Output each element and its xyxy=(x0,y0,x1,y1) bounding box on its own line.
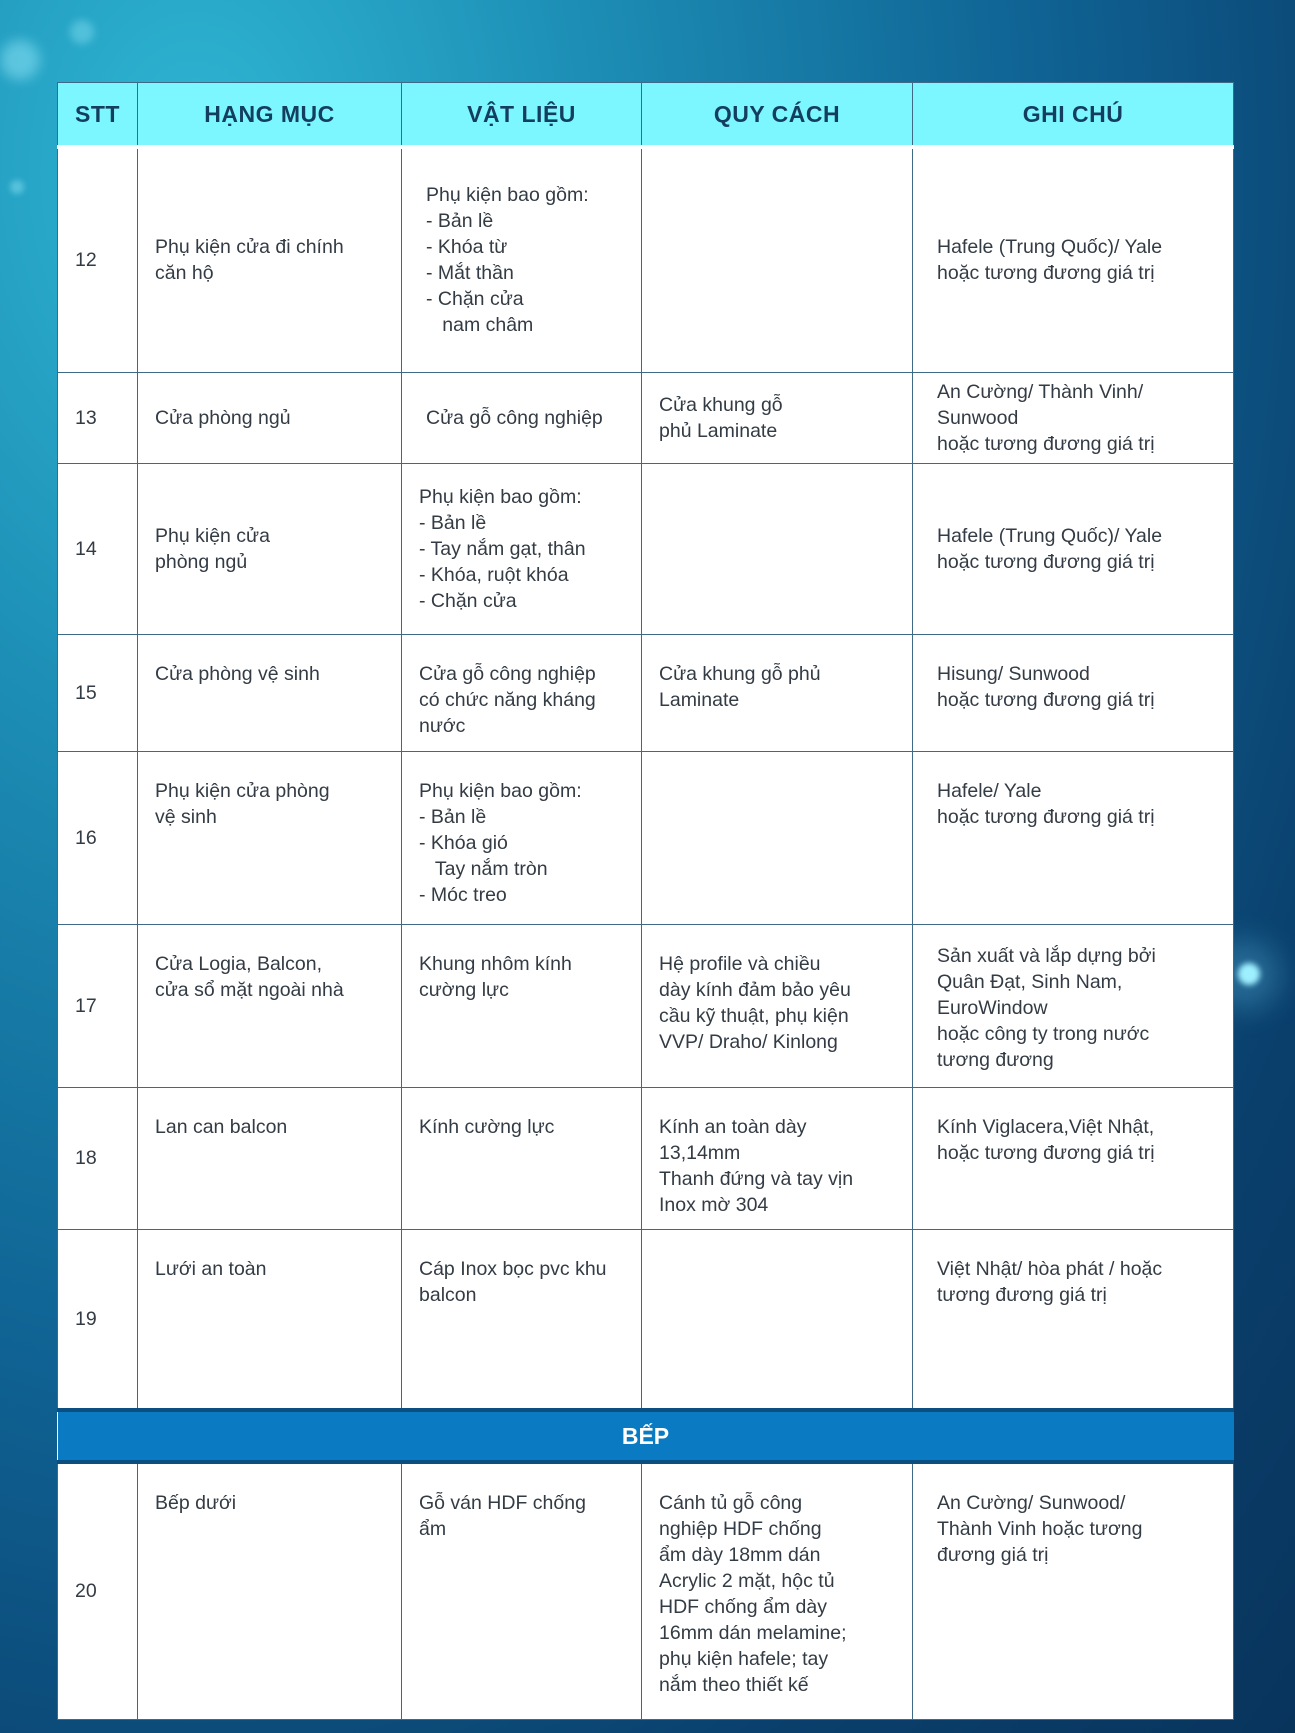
header-vat-lieu: VẬT LIỆU xyxy=(402,83,642,148)
cell-line: Cửa khung gỗ phủ xyxy=(659,662,821,685)
cell-line: Phụ kiện bao gồm: xyxy=(419,779,582,802)
table-row xyxy=(58,372,1234,463)
header-ghi-chu: GHI CHÚ xyxy=(913,83,1234,148)
cell-vat-lieu xyxy=(402,1087,642,1229)
cell-hang-muc xyxy=(138,372,402,463)
cell-line: Cửa gỗ công nghiệp xyxy=(419,662,596,685)
row-number: 12 xyxy=(58,147,138,372)
background-glow xyxy=(0,40,40,80)
cell-line: 13,14mm xyxy=(659,1141,741,1164)
cell-line: có chức năng kháng xyxy=(419,688,596,711)
table-row xyxy=(58,1462,1234,1719)
cell-ghi-chu xyxy=(913,463,1234,634)
cell-line: Acrylic 2 mặt, hộc tủ xyxy=(659,1570,835,1592)
cell-line: An Cường/ Thành Vinh/ xyxy=(937,380,1144,403)
cell-line: HDF chống ẩm dày xyxy=(659,1596,827,1618)
cell-line: VVP/ Draho/ Kinlong xyxy=(659,1030,838,1053)
cell-line: Thành Vinh hoặc tương xyxy=(937,1518,1143,1540)
cell-line: Laminate xyxy=(659,688,740,711)
background-glow xyxy=(10,180,24,194)
cell-line: Sản xuất và lắp dựng bởi xyxy=(937,944,1156,967)
cell-line: Gỗ ván HDF chống xyxy=(419,1492,586,1514)
cell-ghi-chu xyxy=(913,751,1234,924)
section-row-bep xyxy=(58,1410,1234,1462)
cell-line: - Khóa từ xyxy=(426,236,508,259)
cell-ghi-chu xyxy=(913,1087,1234,1229)
cell-line: hoặc tương đương giá trị xyxy=(937,432,1155,455)
cell-quy-cach xyxy=(642,1462,913,1719)
cell-line: Phụ kiện bao gồm: xyxy=(426,184,589,207)
cell-vat-lieu xyxy=(402,1462,642,1719)
cell-line: EuroWindow xyxy=(937,996,1048,1019)
row-number: 16 xyxy=(58,751,138,924)
cell-ghi-chu xyxy=(913,372,1234,463)
cell-ghi-chu xyxy=(913,924,1234,1087)
table-header-row xyxy=(58,83,1234,148)
cell-line: cường lực xyxy=(419,978,509,1001)
background-glow xyxy=(1238,963,1260,985)
cell-quy-cach xyxy=(642,372,913,463)
header-stt: STT xyxy=(58,83,138,148)
table-row xyxy=(58,924,1234,1087)
row-number: 19 xyxy=(58,1229,138,1410)
cell-line: phụ kiện hafele; tay xyxy=(659,1648,829,1670)
cell-line: hoặc tương đương giá trị xyxy=(937,1141,1155,1164)
cell-quy-cach xyxy=(642,463,913,634)
cell-hang-muc xyxy=(138,751,402,924)
cell-line: - Mắt thần xyxy=(426,262,514,285)
cell-quy-cach xyxy=(642,634,913,751)
cell-line: hoặc tương đương giá trị xyxy=(937,550,1155,573)
cell-line: Cửa Logia, Balcon, xyxy=(155,952,322,975)
cell-line: Sunwood xyxy=(937,406,1019,429)
cell-line: - Chặn cửa xyxy=(426,288,524,311)
cell-line: đương giá trị xyxy=(937,1544,1049,1566)
cell-line: Hafele/ Yale xyxy=(937,779,1042,802)
cell-line: Kính cường lực xyxy=(419,1115,555,1138)
row-number: 17 xyxy=(58,924,138,1087)
cell-vat-lieu xyxy=(402,1229,642,1410)
header-hang-muc: HẠNG MỤC xyxy=(138,83,402,148)
cell-line: vệ sinh xyxy=(155,805,217,828)
cell-line: - Tay nắm gạt, thân xyxy=(419,537,586,560)
cell-line: nắm theo thiết kế xyxy=(659,1674,809,1696)
cell-line: Cáp Inox bọc pvc khu xyxy=(419,1257,607,1280)
row-number: 15 xyxy=(58,634,138,751)
cell-vat-lieu xyxy=(402,924,642,1087)
cell-line: ẩm xyxy=(419,1518,447,1540)
section-title: BẾP xyxy=(58,1410,1234,1462)
cell-line: An Cường/ Sunwood/ xyxy=(937,1492,1126,1514)
row-number: 13 xyxy=(58,372,138,463)
cell-vat-lieu xyxy=(402,634,642,751)
table-row xyxy=(58,1087,1234,1229)
cell-line: Thanh đứng và tay vịn xyxy=(659,1167,854,1190)
cell-line: căn hộ xyxy=(155,262,214,285)
cell-line: Quân Đạt, Sinh Nam, xyxy=(937,970,1123,993)
cell-hang-muc xyxy=(138,463,402,634)
cell-hang-muc xyxy=(138,1462,402,1719)
cell-ghi-chu xyxy=(913,634,1234,751)
cell-ghi-chu xyxy=(913,1462,1234,1719)
cell-line: phủ Laminate xyxy=(659,419,778,442)
cell-line: Việt Nhật/ hòa phát / hoặc xyxy=(937,1257,1163,1280)
cell-line: Cửa gỗ công nghiệp xyxy=(426,406,603,429)
cell-line: Lưới an toàn xyxy=(155,1257,267,1280)
cell-line: phòng ngủ xyxy=(155,550,248,573)
table-row xyxy=(58,1229,1234,1410)
cell-line: nghiệp HDF chống xyxy=(659,1518,822,1540)
cell-vat-lieu xyxy=(402,463,642,634)
row-number: 20 xyxy=(58,1462,138,1719)
cell-line: - Bản lề xyxy=(419,511,487,534)
cell-line: - Móc treo xyxy=(419,883,507,906)
cell-line: Cửa phòng vệ sinh xyxy=(155,662,320,685)
table-row xyxy=(58,463,1234,634)
table-row xyxy=(58,147,1234,372)
cell-line: - Bản lề xyxy=(426,210,494,233)
cell-line: tương đương xyxy=(937,1048,1054,1071)
header-quy-cach: QUY CÁCH xyxy=(642,83,913,148)
cell-line: Kính Viglacera,Việt Nhật, xyxy=(937,1115,1155,1138)
cell-line: Inox mờ 304 xyxy=(659,1193,769,1216)
cell-line: ẩm dày 18mm dán xyxy=(659,1544,821,1566)
cell-line: 16mm dán melamine; xyxy=(659,1622,847,1644)
cell-hang-muc xyxy=(138,1087,402,1229)
cell-line: Hệ profile và chiều xyxy=(659,952,821,975)
cell-quy-cach xyxy=(642,1229,913,1410)
cell-line: Tay nắm tròn xyxy=(419,857,548,880)
cell-hang-muc xyxy=(138,147,402,372)
cell-line: Hafele (Trung Quốc)/ Yale xyxy=(937,524,1163,547)
row-number: 18 xyxy=(58,1087,138,1229)
background-glow xyxy=(70,20,94,44)
cell-vat-lieu xyxy=(402,372,642,463)
cell-line: cầu kỹ thuật, phụ kiện xyxy=(659,1004,849,1027)
cell-line: Phụ kiện cửa đi chính xyxy=(155,236,344,259)
cell-line: - Chặn cửa xyxy=(419,589,517,612)
cell-line: Phụ kiện cửa xyxy=(155,524,270,547)
cell-line: Kính an toàn dày xyxy=(659,1115,807,1138)
cell-line: hoặc tương đương giá trị xyxy=(937,688,1155,711)
cell-vat-lieu xyxy=(402,147,642,372)
table-row xyxy=(58,751,1234,924)
cell-ghi-chu xyxy=(913,147,1234,372)
cell-quy-cach xyxy=(642,147,913,372)
cell-line: Phụ kiện cửa phòng xyxy=(155,779,330,802)
cell-line: balcon xyxy=(419,1283,477,1306)
cell-line: hoặc công ty trong nước xyxy=(937,1022,1150,1045)
cell-line: hoặc tương đương giá trị xyxy=(937,805,1155,828)
cell-line: hoặc tương đương giá trị xyxy=(937,262,1155,285)
cell-hang-muc xyxy=(138,634,402,751)
cell-line: - Khóa, ruột khóa xyxy=(419,563,569,586)
cell-line: Hafele (Trung Quốc)/ Yale xyxy=(937,236,1163,259)
cell-line: Lan can balcon xyxy=(155,1115,288,1138)
cell-line: Cửa phòng ngủ xyxy=(155,406,291,429)
cell-ghi-chu xyxy=(913,1229,1234,1410)
cell-line: dày kính đảm bảo yêu xyxy=(659,978,851,1001)
cell-quy-cach xyxy=(642,751,913,924)
cell-line: Bếp dưới xyxy=(155,1492,237,1514)
cell-line: tương đương giá trị xyxy=(937,1283,1107,1306)
cell-line: cửa sổ mặt ngoài nhà xyxy=(155,978,344,1001)
cell-line: - Bản lề xyxy=(419,805,487,828)
cell-line: Khung nhôm kính xyxy=(419,952,572,975)
cell-quy-cach xyxy=(642,924,913,1087)
cell-line: Cánh tủ gỗ công xyxy=(659,1492,803,1514)
cell-line: - Khóa gió xyxy=(419,831,508,854)
cell-hang-muc xyxy=(138,924,402,1087)
cell-hang-muc xyxy=(138,1229,402,1410)
row-number: 14 xyxy=(58,463,138,634)
cell-line: Phụ kiện bao gồm: xyxy=(419,485,582,508)
cell-line: Cửa khung gỗ xyxy=(659,393,783,416)
cell-line: nước xyxy=(419,714,466,737)
cell-vat-lieu xyxy=(402,751,642,924)
cell-quy-cach xyxy=(642,1087,913,1229)
cell-line: nam châm xyxy=(426,314,534,337)
table-row xyxy=(58,634,1234,751)
cell-line: Hisung/ Sunwood xyxy=(937,662,1090,685)
specification-table xyxy=(57,82,1234,1720)
